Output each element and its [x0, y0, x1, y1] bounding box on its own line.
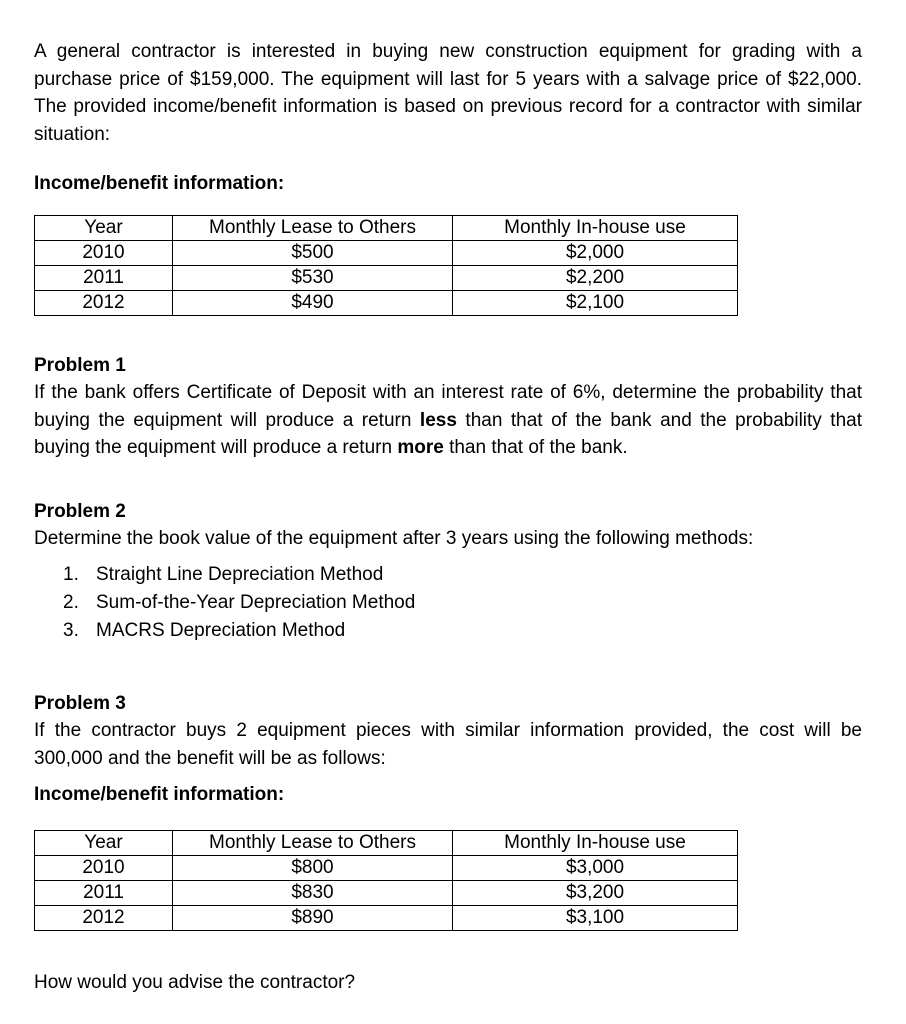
- table2-header-year: Year: [35, 830, 173, 855]
- table1-header-year: Year: [35, 215, 173, 240]
- table2-year-2012: 2012: [35, 905, 173, 930]
- table2-inhouse-2010: $3,000: [453, 855, 738, 880]
- table-row: [35, 240, 738, 265]
- table2-lease-2010: $800: [173, 855, 453, 880]
- table2-inhouse-2012: $3,100: [453, 905, 738, 930]
- list-item: [34, 617, 862, 645]
- problem1-text-b: than that of the bank and the probability that buying the equipment will produce a return: [34, 409, 862, 458]
- table1-inhouse-2012: $2,100: [453, 290, 738, 315]
- table1-inhouse-2010: $2,000: [453, 240, 738, 265]
- list-item-number: 1.: [63, 563, 79, 585]
- table2-header-row: [35, 830, 738, 855]
- table-row: [35, 905, 738, 930]
- problem3-heading: Problem 3: [34, 692, 126, 714]
- problem1-bold-more: more: [397, 437, 444, 458]
- table2-lease-2012: $890: [173, 905, 453, 930]
- table-row: [35, 855, 738, 880]
- list-item-label: Straight Line Depreciation Method: [96, 563, 384, 585]
- income-benefit-table-2: [34, 830, 738, 931]
- problem2-body: Determine the book value of the equipment after 3 years using the following methods:: [34, 528, 754, 549]
- table1-lease-2011: $530: [173, 265, 453, 290]
- problem1-body: [34, 379, 862, 462]
- intro-paragraph: A general contractor is interested in buying new construction equipment for grading with a purchase price of $159,000. The equipment will last for 5 years with a salvage price of $22,000. The provided income/benefit information is based on previous record for a contractor with similar situation:: [34, 41, 862, 145]
- table1-year-2010: 2010: [35, 240, 173, 265]
- income-benefit-table-1: [34, 215, 738, 316]
- table1-header-inhouse: Monthly In-house use: [453, 215, 738, 240]
- table2-year-2010: 2010: [35, 855, 173, 880]
- table1-year-2011: 2011: [35, 265, 173, 290]
- table1-lease-2012: $490: [173, 290, 453, 315]
- table2-inhouse-2011: $3,200: [453, 880, 738, 905]
- problem3-body: If the contractor buys 2 equipment pieces with similar information provided, the cost will be 300,000 and the benefit will be as follows:: [34, 720, 862, 769]
- table2-header-inhouse: Monthly In-house use: [453, 830, 738, 855]
- table2-year-2011: 2011: [35, 880, 173, 905]
- table1-lease-2010: $500: [173, 240, 453, 265]
- table-row: [35, 265, 738, 290]
- table-row: [35, 290, 738, 315]
- depreciation-method-list: [34, 561, 862, 645]
- list-item: [34, 589, 862, 617]
- table2-lease-2011: $830: [173, 880, 453, 905]
- list-item-number: 3.: [63, 619, 79, 641]
- closing-question: How would you advise the contractor?: [34, 971, 356, 993]
- problem1-bold-less: less: [419, 409, 457, 431]
- problem1-text-c: than that of the bank.: [443, 437, 628, 458]
- table1-header-lease: Monthly Lease to Others: [173, 215, 453, 240]
- table1-header-row: [35, 215, 738, 240]
- table1-year-2012: 2012: [35, 290, 173, 315]
- list-item-number: 2.: [63, 591, 79, 613]
- income-benefit-heading-1: Income/benefit information:: [34, 173, 285, 194]
- table1-inhouse-2011: $2,200: [453, 265, 738, 290]
- problem1-heading: Problem 1: [34, 354, 126, 376]
- list-item-label: MACRS Depreciation Method: [96, 619, 346, 641]
- list-item: [34, 561, 862, 589]
- problem2-heading: Problem 2: [34, 500, 126, 522]
- income-benefit-heading-2: Income/benefit information:: [34, 784, 285, 805]
- table-row: [35, 880, 738, 905]
- table2-header-lease: Monthly Lease to Others: [173, 830, 453, 855]
- list-item-label: Sum-of-the-Year Depreciation Method: [96, 591, 416, 613]
- problem1-text-a: If the bank offers Certificate of Deposit with an interest rate of 6%, determine the probability that buying the equipment will produce a return: [34, 382, 862, 431]
